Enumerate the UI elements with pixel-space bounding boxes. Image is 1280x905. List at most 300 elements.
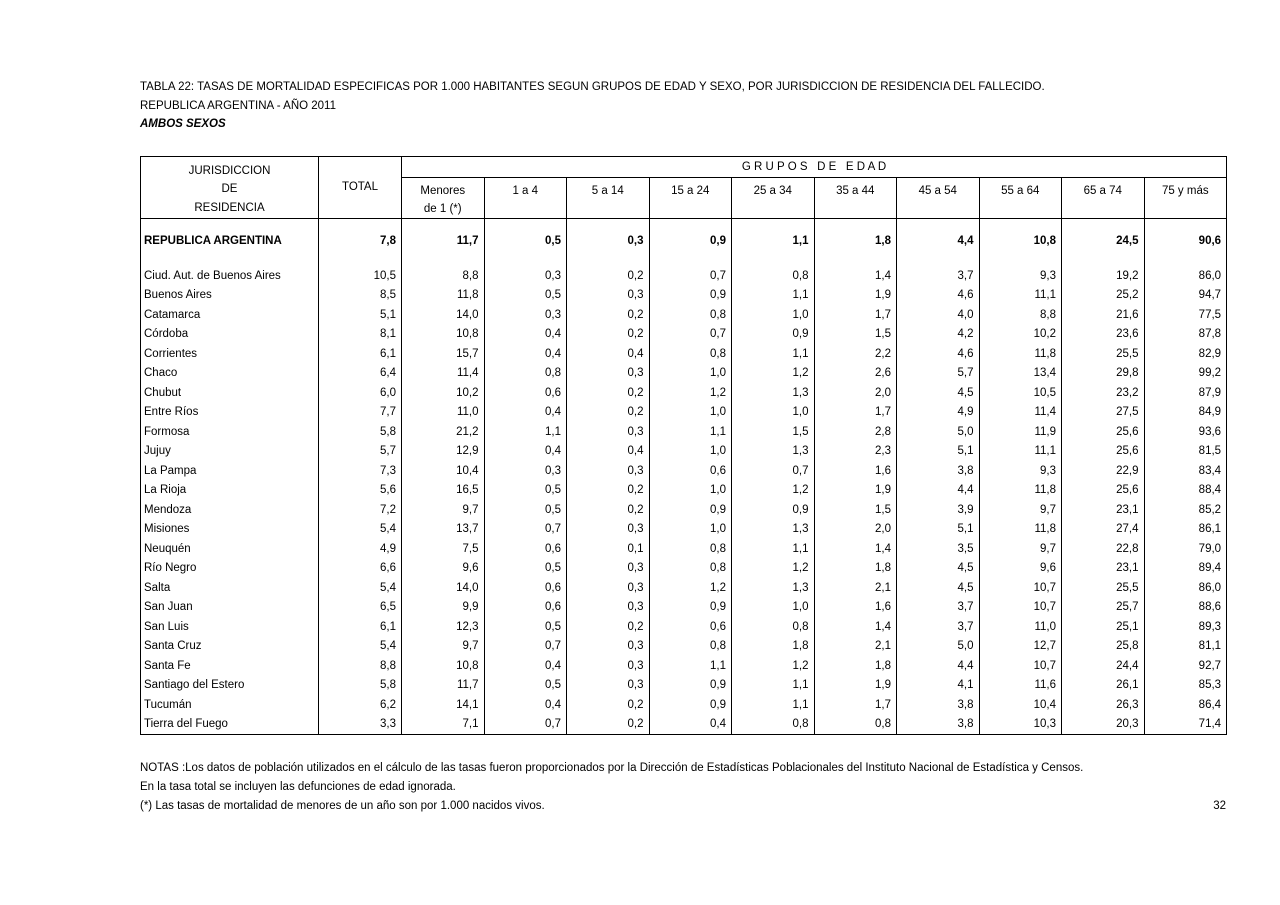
rate-value-cell: 7,8 (319, 218, 402, 255)
rate-value-cell: 4,1 (897, 676, 980, 696)
rate-value-cell: 0,9 (732, 325, 815, 345)
rate-value-cell: 7,1 (402, 715, 485, 735)
rate-value-cell: 0,4 (567, 344, 650, 364)
rate-value-cell: 86,4 (1144, 695, 1227, 715)
rate-value-cell: 25,6 (1062, 442, 1145, 462)
rate-value-cell: 0,2 (567, 715, 650, 735)
rate-value-cell: 0,3 (567, 461, 650, 481)
rate-value-cell: 3,7 (897, 266, 980, 286)
rate-value-cell: 3,7 (897, 617, 980, 637)
note-sources: NOTAS :Los datos de población utilizados en el cálculo de las tasas fueron proporcionados por la Dirección de Estadísticas Poblacionales del Instituto Nacional de Estadística y Censos. (140, 761, 1084, 774)
rate-value-cell: 3,8 (897, 695, 980, 715)
rate-value-cell: 10,4 (402, 461, 485, 481)
rate-value-cell: 0,7 (484, 637, 567, 657)
rate-value-cell: 90,6 (1144, 218, 1227, 255)
rate-value-cell: 4,5 (897, 383, 980, 403)
rate-value-cell: 10,5 (979, 383, 1062, 403)
rate-value-cell: 4,5 (897, 559, 980, 579)
rate-value-cell: 4,6 (897, 344, 980, 364)
rate-value-cell: 71,4 (1144, 715, 1227, 735)
table-row (141, 539, 1227, 559)
rate-value-cell: 0,6 (484, 578, 567, 598)
table-row (141, 422, 1227, 442)
rate-value-cell: 0,5 (484, 559, 567, 579)
rate-value-cell: 5,4 (319, 578, 402, 598)
rate-value-cell: 5,6 (319, 481, 402, 501)
age-group-header: 65 a 74 (1062, 177, 1145, 218)
rate-value-cell: 0,9 (649, 676, 732, 696)
rate-value-cell: 22,8 (1062, 539, 1145, 559)
spacer-cell (649, 255, 732, 266)
table-row (141, 403, 1227, 423)
rate-value-cell: 7,7 (319, 403, 402, 423)
table-row (141, 266, 1227, 286)
document-page (140, 78, 1226, 816)
rate-value-cell: 79,0 (1144, 539, 1227, 559)
rate-value-cell: 4,6 (897, 286, 980, 306)
rate-value-cell: 0,3 (567, 218, 650, 255)
spacer-cell (732, 255, 815, 266)
jurisdiction-cell: La Rioja (144, 484, 187, 497)
rate-value-cell: 12,7 (979, 637, 1062, 657)
rate-value-cell: 1,9 (814, 676, 897, 696)
rate-value-cell: 24,5 (1062, 218, 1145, 255)
rate-value-cell: 11,8 (979, 344, 1062, 364)
rate-value-cell: 0,4 (567, 442, 650, 462)
page-number: 32 (1213, 799, 1226, 812)
rate-value-cell: 0,2 (567, 305, 650, 325)
rate-value-cell: 1,2 (649, 383, 732, 403)
jurisdiction-cell: Tucumán (144, 698, 192, 711)
rate-value-cell: 82,9 (1144, 344, 1227, 364)
age-groups-span-header: G R U P O S D E E D A D (402, 156, 1227, 177)
rate-value-cell: 0,8 (649, 559, 732, 579)
jurisdiction-cell: Jujuy (144, 445, 171, 458)
jurisdiction-cell: Santa Cruz (144, 640, 202, 653)
rate-value-cell: 85,3 (1144, 676, 1227, 696)
rate-value-cell: 9,7 (402, 637, 485, 657)
age-group-header: 1 a 4 (484, 177, 567, 218)
rate-value-cell: 9,6 (402, 559, 485, 579)
rate-value-cell: 1,1 (732, 539, 815, 559)
rate-value-cell: 11,8 (979, 481, 1062, 501)
rate-value-cell: 9,7 (979, 539, 1062, 559)
rate-value-cell: 6,2 (319, 695, 402, 715)
rate-value-cell: 5,8 (319, 422, 402, 442)
table-header (141, 156, 1227, 218)
rate-value-cell: 1,2 (732, 656, 815, 676)
table-subtitle-sex: AMBOS SEXOS (140, 118, 226, 130)
rate-value-cell: 0,8 (649, 539, 732, 559)
age-group-header: 5 a 14 (567, 177, 650, 218)
table-row (141, 364, 1227, 384)
rate-value-cell: 1,7 (814, 305, 897, 325)
rate-value-cell: 0,7 (649, 325, 732, 345)
table-row (141, 695, 1227, 715)
rate-value-cell: 0,2 (567, 325, 650, 345)
rate-value-cell: 1,0 (732, 403, 815, 423)
rate-value-cell: 1,6 (814, 598, 897, 618)
rate-value-cell: 86,1 (1144, 520, 1227, 540)
rate-value-cell: 13,7 (402, 520, 485, 540)
rate-value-cell: 0,4 (484, 656, 567, 676)
rate-value-cell: 3,9 (897, 500, 980, 520)
spacer-cell (1062, 255, 1145, 266)
jurisdiction-cell: Río Negro (144, 562, 197, 575)
rate-value-cell: 0,2 (567, 481, 650, 501)
rate-value-cell: 7,2 (319, 500, 402, 520)
age-group-header: 55 a 64 (979, 177, 1062, 218)
rate-value-cell: 1,9 (814, 286, 897, 306)
rate-value-cell: 0,3 (567, 598, 650, 618)
rate-value-cell: 1,2 (732, 559, 815, 579)
rate-value-cell: 1,3 (732, 578, 815, 598)
rate-value-cell: 4,5 (897, 578, 980, 598)
rate-value-cell: 6,4 (319, 364, 402, 384)
rate-value-cell: 10,8 (402, 325, 485, 345)
rate-value-cell: 19,2 (1062, 266, 1145, 286)
rate-value-cell: 1,2 (732, 481, 815, 501)
jurisdiction-cell: Salta (144, 581, 171, 594)
spacer-cell (141, 255, 319, 266)
rate-value-cell: 0,8 (649, 305, 732, 325)
rate-value-cell: 8,5 (319, 286, 402, 306)
rate-value-cell: 16,5 (402, 481, 485, 501)
rate-value-cell: 0,5 (484, 500, 567, 520)
rate-value-cell: 11,1 (979, 442, 1062, 462)
rate-value-cell: 14,0 (402, 305, 485, 325)
rate-value-cell: 0,6 (484, 598, 567, 618)
rate-value-cell: 6,6 (319, 559, 402, 579)
rate-value-cell: 3,3 (319, 715, 402, 735)
rate-value-cell: 6,1 (319, 617, 402, 637)
rate-value-cell: 0,3 (567, 286, 650, 306)
rate-value-cell: 0,8 (732, 715, 815, 735)
rate-value-cell: 3,8 (897, 715, 980, 735)
jurisdiction-cell: Catamarca (144, 308, 201, 321)
table-title: TABLA 22: TASAS DE MORTALIDAD ESPECIFICAS POR 1.000 HABITANTES SEGUN GRUPOS DE EDAD Y SEXO, POR JURISDICCION DE RESIDENCIA DEL FALLECIDO. (140, 81, 1045, 93)
rate-value-cell: 2,6 (814, 364, 897, 384)
rate-value-cell: 0,2 (567, 617, 650, 637)
rate-value-cell: 5,4 (319, 637, 402, 657)
header-row-top (141, 156, 1227, 177)
rate-value-cell: 10,7 (979, 656, 1062, 676)
rate-value-cell: 7,5 (402, 539, 485, 559)
rate-value-cell: 2,1 (814, 578, 897, 598)
age-group-header: Menores de 1 (*) (402, 177, 485, 218)
rate-value-cell: 2,0 (814, 383, 897, 403)
rate-value-cell: 1,9 (814, 481, 897, 501)
rate-value-cell: 2,8 (814, 422, 897, 442)
rate-value-cell: 14,1 (402, 695, 485, 715)
jurisdiction-cell: San Luis (144, 620, 189, 633)
rate-value-cell: 89,3 (1144, 617, 1227, 637)
rate-value-cell: 0,4 (484, 695, 567, 715)
rate-value-cell: 0,2 (567, 695, 650, 715)
rate-value-cell: 0,9 (649, 598, 732, 618)
rate-value-cell: 0,4 (484, 442, 567, 462)
jurisdiction-cell: San Juan (144, 601, 193, 614)
rate-value-cell: 26,3 (1062, 695, 1145, 715)
rate-value-cell: 25,5 (1062, 578, 1145, 598)
rate-value-cell: 0,4 (484, 344, 567, 364)
rate-value-cell: 9,7 (979, 500, 1062, 520)
table-row (141, 481, 1227, 501)
table-row (141, 286, 1227, 306)
rate-value-cell: 0,1 (567, 539, 650, 559)
rate-value-cell: 0,9 (732, 500, 815, 520)
rate-value-cell: 10,8 (979, 218, 1062, 255)
table-row (141, 598, 1227, 618)
rate-value-cell: 88,4 (1144, 481, 1227, 501)
rate-value-cell: 89,4 (1144, 559, 1227, 579)
rate-value-cell: 1,1 (484, 422, 567, 442)
rate-value-cell: 8,8 (402, 266, 485, 286)
rate-value-cell: 8,8 (319, 656, 402, 676)
rate-value-cell: 1,7 (814, 695, 897, 715)
rate-value-cell: 99,2 (1144, 364, 1227, 384)
rate-value-cell: 4,4 (897, 481, 980, 501)
rate-value-cell: 1,2 (732, 364, 815, 384)
rate-value-cell: 23,1 (1062, 500, 1145, 520)
rate-value-cell: 8,1 (319, 325, 402, 345)
jurisdiction-cell: Misiones (144, 523, 190, 536)
rate-value-cell: 23,1 (1062, 559, 1145, 579)
rate-value-cell: 0,6 (649, 617, 732, 637)
rate-value-cell: 27,4 (1062, 520, 1145, 540)
rate-value-cell: 4,0 (897, 305, 980, 325)
rate-value-cell: 8,8 (979, 305, 1062, 325)
notes-block (140, 759, 1226, 816)
rate-value-cell: 0,3 (567, 637, 650, 657)
rate-value-cell: 1,5 (814, 325, 897, 345)
rate-value-cell: 10,7 (979, 598, 1062, 618)
rate-value-cell: 1,1 (649, 422, 732, 442)
rate-value-cell: 2,0 (814, 520, 897, 540)
rate-value-cell: 0,5 (484, 676, 567, 696)
rate-value-cell: 4,4 (897, 656, 980, 676)
rate-value-cell: 21,2 (402, 422, 485, 442)
rate-value-cell: 4,4 (897, 218, 980, 255)
rate-value-cell: 10,7 (979, 578, 1062, 598)
rate-value-cell: 1,0 (649, 481, 732, 501)
title-block (140, 78, 1226, 134)
rate-value-cell: 94,7 (1144, 286, 1227, 306)
spacer-cell (979, 255, 1062, 266)
rate-value-cell: 87,8 (1144, 325, 1227, 345)
rate-value-cell: 5,7 (897, 364, 980, 384)
rate-value-cell: 2,2 (814, 344, 897, 364)
table-body (141, 218, 1227, 734)
jurisdiction-cell: Santiago del Estero (144, 679, 245, 692)
rate-value-cell: 5,1 (319, 305, 402, 325)
jurisdiction-column-header: JURISDICCION DE RESIDENCIA (141, 156, 319, 218)
jurisdiction-cell: La Pampa (144, 464, 197, 477)
rate-value-cell: 23,2 (1062, 383, 1145, 403)
rate-value-cell: 11,8 (979, 520, 1062, 540)
rate-value-cell: 10,2 (402, 383, 485, 403)
country-total-row (141, 218, 1227, 255)
rate-value-cell: 25,2 (1062, 286, 1145, 306)
table-row (141, 676, 1227, 696)
rate-value-cell: 1,8 (814, 218, 897, 255)
rate-value-cell: 10,8 (402, 656, 485, 676)
age-group-header: 75 y más (1144, 177, 1227, 218)
rate-value-cell: 0,6 (484, 539, 567, 559)
rate-value-cell: 25,5 (1062, 344, 1145, 364)
rate-value-cell: 1,5 (814, 500, 897, 520)
rate-value-cell: 1,6 (814, 461, 897, 481)
jurisdiction-cell: Neuquén (144, 542, 191, 555)
table-row (141, 461, 1227, 481)
table-row (141, 559, 1227, 579)
rate-value-cell: 0,5 (484, 481, 567, 501)
rate-value-cell: 88,6 (1144, 598, 1227, 618)
rate-value-cell: 26,1 (1062, 676, 1145, 696)
rate-value-cell: 0,7 (484, 520, 567, 540)
rate-value-cell: 10,4 (979, 695, 1062, 715)
table-row (141, 637, 1227, 657)
rate-value-cell: 0,6 (484, 383, 567, 403)
table-row (141, 442, 1227, 462)
rate-value-cell: 0,9 (649, 286, 732, 306)
rate-value-cell: 1,0 (649, 364, 732, 384)
total-column-header: TOTAL (319, 156, 402, 218)
rate-value-cell: 0,2 (567, 500, 650, 520)
rate-value-cell: 12,9 (402, 442, 485, 462)
rate-value-cell: 0,2 (567, 266, 650, 286)
rate-value-cell: 1,8 (814, 656, 897, 676)
rate-value-cell: 0,3 (567, 559, 650, 579)
rate-value-cell: 10,3 (979, 715, 1062, 735)
rate-value-cell: 87,9 (1144, 383, 1227, 403)
rate-value-cell: 1,1 (732, 695, 815, 715)
rate-value-cell: 0,9 (649, 500, 732, 520)
rate-value-cell: 1,8 (732, 637, 815, 657)
jurisdiction-cell: Córdoba (144, 328, 189, 341)
rate-value-cell: 1,1 (732, 218, 815, 255)
rate-value-cell: 25,7 (1062, 598, 1145, 618)
rate-value-cell: 29,8 (1062, 364, 1145, 384)
jurisdiction-cell: Corrientes (144, 347, 198, 360)
jurisdiction-cell: Formosa (144, 425, 190, 438)
rate-value-cell: 25,6 (1062, 481, 1145, 501)
rate-value-cell: 83,4 (1144, 461, 1227, 481)
rate-value-cell: 0,8 (732, 617, 815, 637)
spacer-cell (814, 255, 897, 266)
rate-value-cell: 1,0 (649, 520, 732, 540)
rate-value-cell: 0,4 (484, 403, 567, 423)
rate-value-cell: 11,6 (979, 676, 1062, 696)
rate-value-cell: 9,3 (979, 266, 1062, 286)
rate-value-cell: 92,7 (1144, 656, 1227, 676)
rate-value-cell: 77,5 (1144, 305, 1227, 325)
rate-value-cell: 5,4 (319, 520, 402, 540)
rate-value-cell: 9,7 (402, 500, 485, 520)
rate-value-cell: 5,8 (319, 676, 402, 696)
rate-value-cell: 3,8 (897, 461, 980, 481)
table-row (141, 500, 1227, 520)
rate-value-cell: 0,6 (649, 461, 732, 481)
rate-value-cell: 11,0 (979, 617, 1062, 637)
rate-value-cell: 27,5 (1062, 403, 1145, 423)
rate-value-cell: 0,2 (567, 403, 650, 423)
rate-value-cell: 10,2 (979, 325, 1062, 345)
rate-value-cell: 11,4 (979, 403, 1062, 423)
rate-value-cell: 11,0 (402, 403, 485, 423)
rate-value-cell: 5,0 (897, 422, 980, 442)
rate-value-cell: 0,5 (484, 286, 567, 306)
rate-value-cell: 0,7 (732, 461, 815, 481)
rate-value-cell: 1,1 (732, 344, 815, 364)
rate-value-cell: 0,3 (567, 656, 650, 676)
age-group-header: 45 a 54 (897, 177, 980, 218)
rate-value-cell: 0,8 (649, 344, 732, 364)
rate-value-cell: 24,4 (1062, 656, 1145, 676)
rate-value-cell: 0,7 (484, 715, 567, 735)
rate-value-cell: 1,1 (649, 656, 732, 676)
table-row (141, 578, 1227, 598)
rate-value-cell: 11,1 (979, 286, 1062, 306)
rate-value-cell: 1,0 (732, 598, 815, 618)
rate-value-cell: 4,9 (319, 539, 402, 559)
rate-value-cell: 11,7 (402, 218, 485, 255)
mortality-rates-table (140, 156, 1227, 735)
jurisdiction-cell: Entre Ríos (144, 406, 199, 419)
rate-value-cell: 3,7 (897, 598, 980, 618)
rate-value-cell: 9,6 (979, 559, 1062, 579)
jurisdiction-cell: Chaco (144, 367, 178, 380)
age-group-header: 35 a 44 (814, 177, 897, 218)
rate-value-cell: 1,3 (732, 383, 815, 403)
rate-value-cell: 0,8 (814, 715, 897, 735)
rate-value-cell: 1,3 (732, 442, 815, 462)
rate-value-cell: 20,3 (1062, 715, 1145, 735)
table-row (141, 520, 1227, 540)
rate-value-cell: 1,1 (732, 676, 815, 696)
rate-value-cell: 1,8 (814, 559, 897, 579)
spacer-cell (567, 255, 650, 266)
spacer-cell (897, 255, 980, 266)
rate-value-cell: 1,7 (814, 403, 897, 423)
rate-value-cell: 0,3 (484, 461, 567, 481)
note-asterisk: (*) Las tasas de mortalidad de menores de un año son por 1.000 nacidos vivos. (140, 799, 545, 812)
spacer-cell (484, 255, 567, 266)
rate-value-cell: 81,5 (1144, 442, 1227, 462)
rate-value-cell: 2,1 (814, 637, 897, 657)
rate-value-cell: 13,4 (979, 364, 1062, 384)
rate-value-cell: 1,1 (732, 286, 815, 306)
rate-value-cell: 85,2 (1144, 500, 1227, 520)
spacer-cell (319, 255, 402, 266)
rate-value-cell: 2,3 (814, 442, 897, 462)
rate-value-cell: 0,2 (567, 383, 650, 403)
rate-value-cell: 5,1 (897, 520, 980, 540)
rate-value-cell: 93,6 (1144, 422, 1227, 442)
rate-value-cell: 1,4 (814, 266, 897, 286)
table-row (141, 344, 1227, 364)
rate-value-cell: 1,5 (732, 422, 815, 442)
rate-value-cell: 6,1 (319, 344, 402, 364)
rate-value-cell: 3,5 (897, 539, 980, 559)
table-row (141, 383, 1227, 403)
rate-value-cell: 15,7 (402, 344, 485, 364)
rate-value-cell: 25,6 (1062, 422, 1145, 442)
rate-value-cell: 1,2 (649, 578, 732, 598)
rate-value-cell: 0,5 (484, 617, 567, 637)
rate-value-cell: 0,3 (484, 305, 567, 325)
rate-value-cell: 10,5 (319, 266, 402, 286)
